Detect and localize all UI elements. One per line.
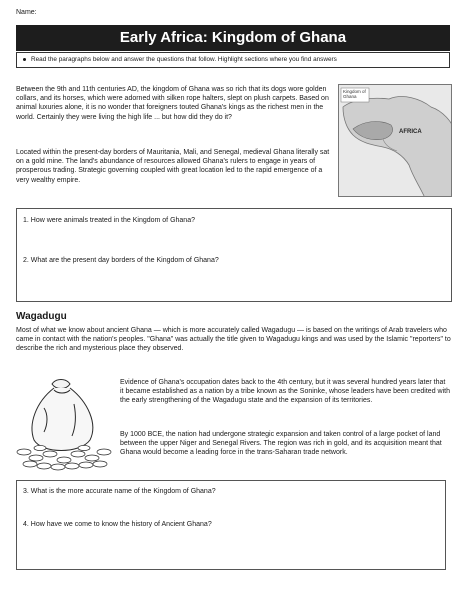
page-title: Early Africa: Kingdom of Ghana xyxy=(16,25,450,51)
question-3: 3. What is the more accurate name of the Kingdom of Ghana? xyxy=(23,488,216,495)
gold-bag-illustration xyxy=(14,374,114,472)
question-4: 4. How have we come to know the history of Ancient Ghana? xyxy=(23,521,212,528)
name-label: Name: xyxy=(16,9,37,16)
question-2: 2. What are the present day borders of the Kingdom of Ghana? xyxy=(23,257,219,264)
section-heading: Wagadugu xyxy=(16,311,67,322)
map-legend: Kingdom of Ghana xyxy=(343,89,366,99)
africa-map xyxy=(338,84,452,197)
bullet-icon xyxy=(23,58,26,61)
instructions-text: Read the paragraphs below and answer the questions that follow. Highlight sections where you find answers xyxy=(31,56,337,63)
paragraph-wagadugu: Most of what we know about ancient Ghana — which is more accurately called Wagadugu — is based on the writings of Arab travelers who came in contact with the nation's peoples. "Ghana" was actually the title given to Wagadugu kings and was used by the Islamic "reporters" to describe the rich and mysterious place they observed. xyxy=(16,327,451,353)
africa-map-drawing xyxy=(339,85,452,197)
instructions-box xyxy=(16,52,450,68)
paragraph-intro: Between the 9th and 11th centuries AD, the kingdom of Ghana was so rich that its dogs wore golden collars, and its horses, which were adorned with silken rope halters, slept on plush carpets. Based on animal luxuries alone, it is no wonder that foreigners touted Ghana's kings as the richest men in the world. Certainly they were living the high life ... but how did they do it? xyxy=(16,86,329,121)
questions-box-1[interactable] xyxy=(16,208,452,302)
question-1: 1. How were animals treated in the Kingdom of Ghana? xyxy=(23,217,195,224)
questions-box-2[interactable] xyxy=(16,480,446,570)
paragraph-location: Located within the present-day borders of Mauritania, Mali, and Senegal, medieval Ghana literally sat on a gold mine. The land's abundance of resources allowed Ghana's rulers to engage in years of prosperous trading. Strategic governing coupled with great location led to the rapid emergence of a very wealthy empire. xyxy=(16,149,330,184)
paragraph-occupation: Evidence of Ghana's occupation dates back to the 4th century, but it was several hundred years later that it became established as a nation by a tribe known as the Soninke, whose leaders have been credited with the early strengthening of the Wagadugu state and the expansion of its territories. xyxy=(120,379,450,405)
map-label: AFRICA xyxy=(399,129,422,135)
paragraph-expansion: By 1000 BCE, the nation had undergone strategic expansion and taken control of a large pocket of land between the upper Niger and Senegal Rivers. The region was rich in gold, and its acquisition meant that Ghana would become a leading force in the trans-Saharan trade network. xyxy=(120,431,442,457)
